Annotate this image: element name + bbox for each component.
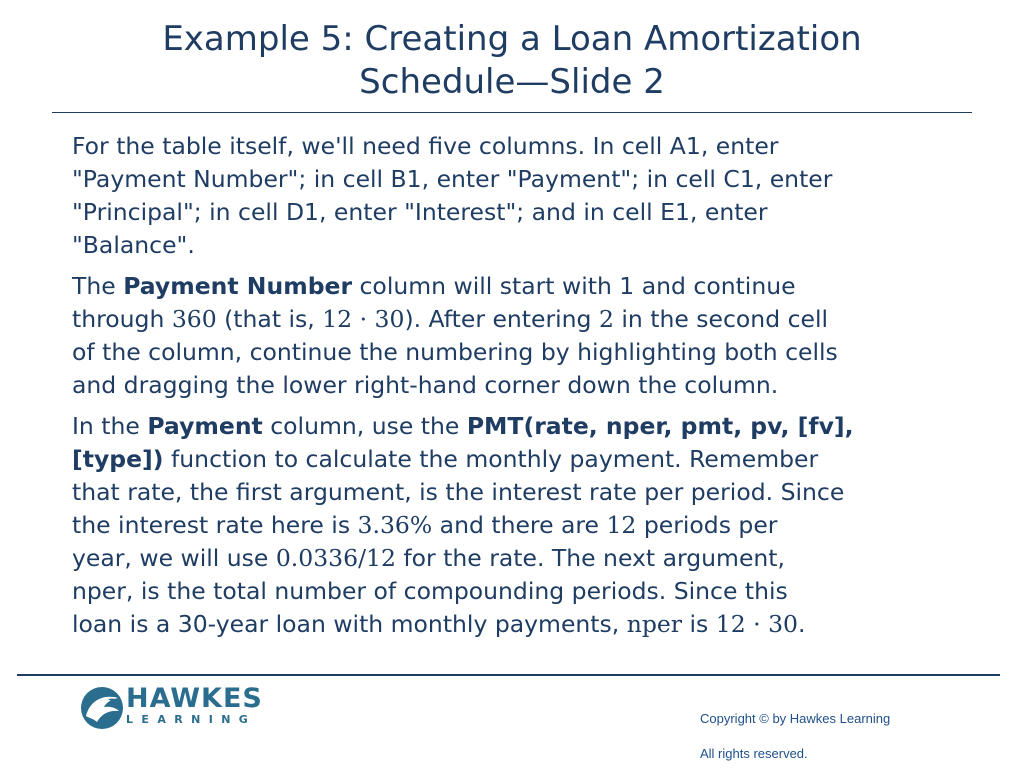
title-divider — [52, 112, 972, 113]
title-line-1: Example 5: Creating a Loan Amortization — [162, 19, 862, 59]
bold-term: Payment Number — [123, 272, 353, 300]
text-line: For the table itself, we'll need five columns. In cell A1, enter — [72, 132, 779, 160]
slide-title — [0, 18, 1024, 104]
bold-term: [type]) — [72, 445, 164, 473]
text-run: and there are — [432, 511, 607, 539]
math-value: 12 · 30 — [715, 610, 798, 638]
text-run: (that is, — [216, 305, 323, 333]
text-line — [72, 509, 962, 542]
text-line: of the column, continue the numbering by highlighting both cells — [72, 338, 838, 366]
math-value: nper — [626, 610, 683, 638]
math-value: 12 · 30 — [322, 305, 405, 333]
logo-line-1: HAWKES — [126, 683, 263, 714]
text-run: . — [797, 610, 806, 638]
bold-term: Payment — [147, 412, 263, 440]
text-run: function to calculate the monthly payment. Remember — [163, 445, 819, 473]
math-value: 3.36% — [357, 511, 433, 539]
text-line — [72, 608, 962, 641]
text-line: "Balance". — [72, 231, 195, 259]
logo-line-2: LEARNING — [126, 713, 257, 726]
text-line: nper, is the total number of compounding periods. Since this — [72, 577, 788, 605]
math-value: 0.0336/12 — [275, 544, 396, 572]
text-line — [72, 303, 962, 336]
text-run: loan is a 30-year loan with monthly payments, — [72, 610, 627, 638]
text-line — [72, 542, 962, 575]
text-run: ). After entering — [404, 305, 599, 333]
math-value: 12 — [606, 511, 637, 539]
text-run: in the second cell — [613, 305, 829, 333]
bold-term: PMT(rate, nper, pmt, pv, [fv], — [466, 412, 854, 440]
logo-wordmark — [126, 684, 263, 726]
hawk-head-icon — [80, 686, 124, 730]
title-line-2: Schedule—Slide 2 — [359, 62, 665, 102]
text-run: The — [72, 272, 124, 300]
text-run: column will start with 1 and continue — [352, 272, 796, 300]
paragraph-payment — [72, 410, 962, 641]
slide-body — [72, 130, 962, 649]
paragraph-columns — [72, 130, 962, 262]
math-value: 360 — [171, 305, 217, 333]
text-line: that rate, the first argument, is the interest rate per period. Since — [72, 478, 845, 506]
text-line — [72, 270, 962, 303]
paragraph-payment-number — [72, 270, 962, 402]
text-line — [72, 443, 962, 476]
text-run: periods per — [636, 511, 778, 539]
text-line: and dragging the lower right-hand corner down the column. — [72, 371, 779, 399]
text-line: "Principal"; in cell D1, enter "Interest"; and in cell E1, enter — [72, 198, 768, 226]
text-run: column, use the — [262, 412, 467, 440]
text-run: In the — [72, 412, 148, 440]
copyright-text: Copyright © by Hawkes Learning — [700, 711, 891, 726]
text-run: is — [682, 610, 716, 638]
text-line: "Payment Number"; in cell B1, enter "Payment"; in cell C1, enter — [72, 165, 833, 193]
rights-text: All rights reserved. — [700, 746, 808, 761]
text-run: through — [72, 305, 172, 333]
math-value: 2 — [598, 305, 614, 333]
text-run: year, we will use — [72, 544, 276, 572]
hawkes-learning-logo — [80, 684, 290, 734]
text-line — [72, 410, 962, 443]
footer-divider — [17, 674, 1000, 676]
text-run: the interest rate here is — [72, 511, 358, 539]
text-run: for the rate. The next argument, — [395, 544, 785, 572]
